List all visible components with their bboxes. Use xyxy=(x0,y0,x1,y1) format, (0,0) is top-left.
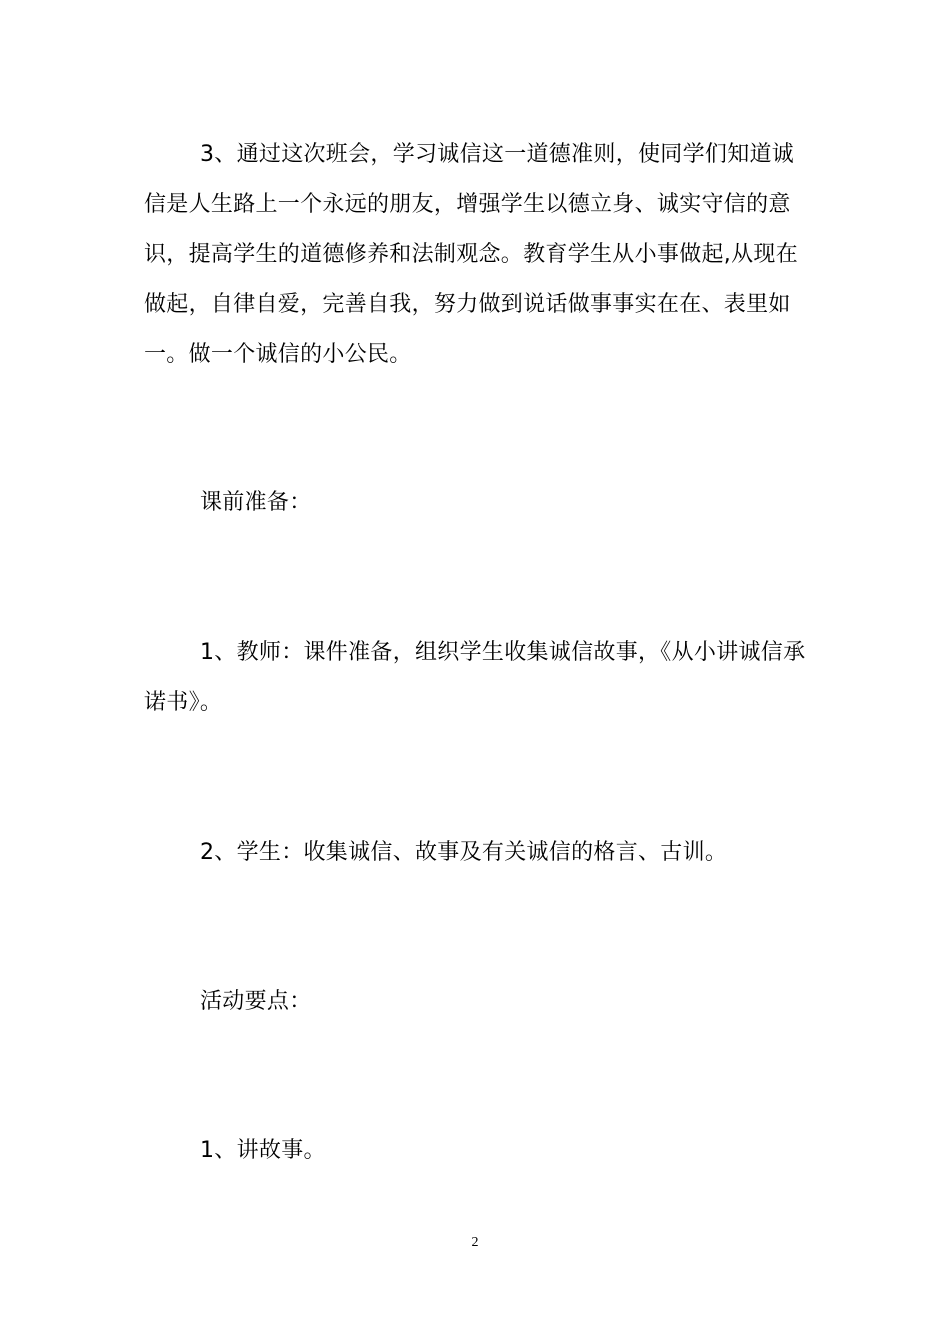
heading-activity-points: 活动要点： xyxy=(200,989,312,1014)
paragraph-tell-stories: 1、讲故事。 xyxy=(200,1138,326,1163)
paragraph-objective-3: 3、通过这次班会，学习诚信这一道德准则，使同学们知道诚信是人生路上一个永远的朋友，增强学生以德立身、诚实守信的意识，提高学生的道德修养和法制观念。教育学生从小事做起,从现在做起，自律自爱，完善自我，努力做到说话做事事实在在、表里如一。做一个诚信的小公民。 xyxy=(144,142,798,367)
page-number: 2 xyxy=(471,1235,479,1250)
paragraph-teacher-prep: 1、教师：课件准备，组织学生收集诚信故事，《从小讲诚信承诺书》。 xyxy=(144,640,806,715)
heading-preparation: 课前准备： xyxy=(200,490,312,515)
paragraph-student-prep: 2、学生：收集诚信、故事及有关诚信的格言、古训。 xyxy=(200,840,728,865)
